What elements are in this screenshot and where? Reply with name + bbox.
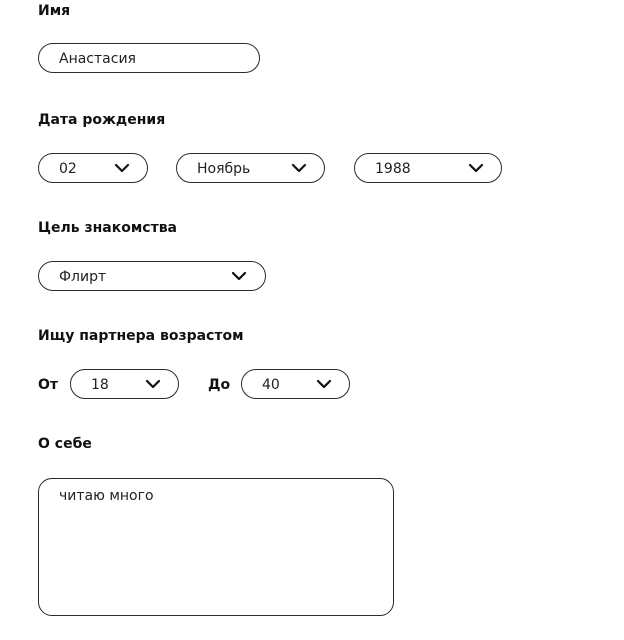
birth-year-value: 1988 xyxy=(375,161,411,177)
about-text: читаю много xyxy=(59,488,154,504)
birth-day-select[interactable] xyxy=(38,153,148,183)
name-input[interactable] xyxy=(38,43,260,73)
name-input-value: Анастасия xyxy=(59,51,136,67)
goal-label: Цель знакомства xyxy=(38,220,178,236)
about-textarea[interactable] xyxy=(38,478,394,616)
chevron-down-icon xyxy=(468,162,484,174)
chevron-down-icon xyxy=(316,378,332,390)
age-from-value: 18 xyxy=(91,377,109,393)
chevron-down-icon xyxy=(114,162,130,174)
age-to-label: До xyxy=(208,377,231,393)
chevron-down-icon xyxy=(231,270,247,282)
about-label: О себе xyxy=(38,436,92,452)
age-from-select[interactable] xyxy=(70,369,179,399)
age-to-select[interactable] xyxy=(241,369,350,399)
birth-month-value: Ноябрь xyxy=(197,161,251,177)
chevron-down-icon xyxy=(291,162,307,174)
chevron-down-icon xyxy=(145,378,161,390)
birth-year-select[interactable] xyxy=(354,153,502,183)
partner-age-label: Ищу партнера возрастом xyxy=(38,328,244,344)
birth-day-value: 02 xyxy=(59,161,77,177)
goal-value: Флирт xyxy=(59,269,107,285)
goal-select[interactable] xyxy=(38,261,266,291)
age-from-label: От xyxy=(38,377,59,393)
birth-month-select[interactable] xyxy=(176,153,325,183)
name-label: Имя xyxy=(38,3,71,19)
birthdate-label: Дата рождения xyxy=(38,112,166,128)
age-to-value: 40 xyxy=(262,377,280,393)
